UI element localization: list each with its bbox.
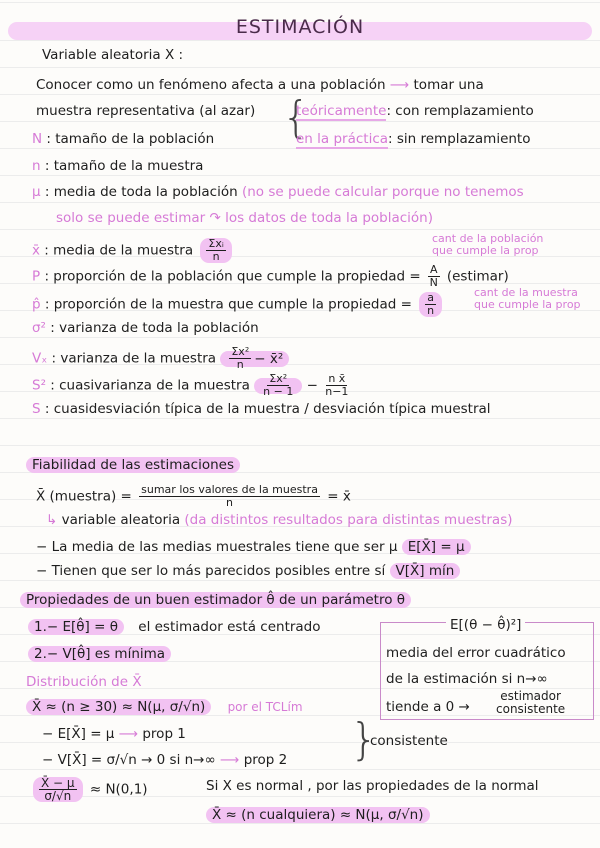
reemplazo-teorico [296,102,534,120]
formula-vx-frac [229,346,251,371]
dist-line-3 [42,751,287,769]
brace-icon: { [282,92,310,143]
xbar-lhs: X̄ (muestra) = [36,488,132,505]
teoricamente-label: teóricamente [296,103,387,119]
intro-line-1 [36,76,484,94]
intro-line-2: muestra representativa (al azar) [36,103,256,119]
symbol-xbar: x̄ [32,242,40,259]
dist-3-formula: − V[X̄] = σ/√n → 0 si n→∞ [42,752,216,768]
standardized [30,777,148,802]
symbol-mu: μ [32,184,41,200]
prop-2-formula: 2.− V[θ̂] es mínima [28,646,171,662]
symbol-phat: p̂ [32,296,41,313]
desc-xbar: : media de la muestra [44,242,194,259]
z-frac [33,777,83,802]
prop-2 [28,645,171,663]
dist-4-formula: X̄ ≈ (n cualquiera) ≈ N(μ, σ/√n) [206,807,430,823]
formula-vx [220,345,289,371]
consistente-label: consistente [370,733,448,749]
dist-3-prop: prop 2 [243,752,288,768]
def-sigma [32,319,259,337]
dist-2-prop: prop 1 [142,726,186,742]
section-heading-fiabilidad [26,456,240,474]
def-mu-note-2 [56,209,433,227]
va-line [46,511,513,529]
section-heading-distribucion: Distribución de X̄ [26,674,142,690]
mse-box-line-2: de la estimación si n→∞ [386,671,548,687]
mse-box-consistente [496,690,565,716]
formula-s2 [254,372,302,398]
symbol-sigma: σ² [32,320,46,336]
symbol-s2: S² [32,377,46,394]
def-vx [32,346,289,371]
z-num: X̄ − μ [41,776,75,790]
en-practica-label: en la práctica [296,131,389,147]
arrow-right-icon: ⟶ [118,726,143,742]
section-heading-propiedades [20,591,411,609]
prop-1-formula: 1.− E[θ̂] = θ [28,619,124,635]
bullet-1 [36,538,471,556]
formula-phat-den: n [427,304,435,317]
intro-text-1b: tomar una [413,77,484,93]
def-P [32,264,509,289]
normal-note: Si X es normal , por las propiedades de la normal [206,778,539,794]
note-phat-2: que cumple la prop [474,298,581,311]
xbar-frac-num: sumar los valores de la muestra [141,483,318,496]
mse-box-title: E[(θ − θ̂)²] [446,616,525,634]
formula-xbar-num: Σxᵢ [208,237,224,250]
intro-text-1: Conocer como un fenómeno afecta a una población [36,77,386,93]
note-mu-1: (no se puede calcular porque no tenemos [241,184,524,200]
formula-s2-den: n − 1 [263,385,294,398]
formula-vx-tail: − x̄² [254,350,284,367]
con-reemplazo: : con remplazamiento [386,103,534,119]
section-heading-variable: Variable aleatoria X : [42,47,184,63]
arrow-right-icon: ⟶ [389,77,414,93]
brace-close-icon: } [350,714,378,765]
va-note: (da distintos resultados para distintas muestras) [184,512,513,528]
desc-phat: : proporción de la muestra que cumple la propiedad = [44,296,412,313]
desc-s: : cuasidesviación típica de la muestra [44,401,300,417]
formula-P-den: N [429,276,438,289]
note-phat-1: cant de la muestra [474,286,578,299]
formula-s2-frac1 [263,373,293,398]
propiedades-heading-text: Propiedades de un buen estimador θ̂ de un parámetro θ [20,592,411,608]
formula-vx-num: Σx² [231,345,250,358]
xbar-definition [36,484,351,509]
mse-box-line-1: media del error cuadrático [386,645,566,661]
note-P-top-1: cant de la población [432,232,544,245]
desc-n: : tamaño de la muestra [44,158,204,174]
symbol-P: P [32,268,41,285]
symbol-vx: Vₓ [32,350,48,367]
formula-s2-den2: n−1 [325,385,349,398]
formula-P-num: A [430,263,438,276]
def-xbar [32,238,235,263]
mse-box-line-3: tiende a 0 → [386,699,470,715]
def-n [32,157,203,175]
symbol-N: N [32,131,43,147]
def-N [32,130,214,148]
dist-line-4 [206,806,430,824]
xbar-frac [139,484,320,509]
desc-vx: : varianza de la muestra [51,350,217,367]
sin-reemplazo: : sin remplazamiento [388,131,531,147]
dist-1-note: por el TCLím [227,700,303,714]
prop-1 [28,618,321,636]
bullet-1-formula: E[X̄] = μ [402,539,471,555]
dist-1-formula: X̄ ≈ (n ≥ 30) ≈ N(μ, σ/√n) [26,699,211,715]
bullet-2-formula: V[X̄] mín [390,563,461,579]
formula-s2-num: Σx² [269,372,288,385]
symbol-s: S [32,401,41,417]
bullet-2-text: − Tienen que ser lo más parecidos posibles entre sí [36,563,386,579]
note-P-top-2: que cumple la prop [432,244,539,257]
note-P-top [432,233,543,257]
note-phat [474,287,581,311]
xbar-frac-den: n [226,496,234,509]
def-phat [32,292,445,317]
desc-P: : proporción de la población que cumple la propiedad = [44,268,421,285]
formula-vx-den: n [236,358,244,371]
mse-box-consistente-word: consistente [496,702,566,716]
xbar-rhs: = x̄ [327,488,351,505]
def-s [32,400,491,418]
def-mu [32,183,524,201]
formula-s2-num2: n x̄ [328,372,346,385]
note-mu-2b: los datos de toda la población) [225,210,433,226]
reemplazo-practica [296,130,530,148]
desc-s-alt: / desviación típica muestral [304,401,491,417]
va-label: variable aleatoria [61,512,181,528]
symbol-n: n [32,158,41,174]
formula-xbar-den: n [212,250,220,263]
z-den: σ/√n [44,789,72,803]
bullet-2 [36,562,460,580]
formula-s2-frac2 [325,373,348,398]
desc-mu: : media de toda la población [44,184,238,200]
curved-arrow-icon: ↷ [209,210,226,226]
dist-2-formula: − E[X̄] = μ [42,726,115,742]
prop-1-text: el estimador está centrado [138,619,321,635]
desc-sigma: : varianza de toda la población [50,320,259,336]
formula-P [428,264,440,289]
formula-s2-minus: − [306,377,318,394]
def-s2 [32,373,351,398]
dist-line-2 [42,725,186,743]
formula-phat [419,292,442,317]
formula-xbar [200,238,231,263]
formula-phat-num: a [427,291,434,304]
bullet-1-text: − La media de las medias muestrales tiene que ser μ [36,539,398,555]
note-P: (estimar) [446,268,509,285]
hook-arrow-icon: ↳ [46,512,62,528]
desc-N: : tamaño de la población [46,131,215,147]
dist-line-1 [26,698,303,716]
z-rhs: ≈ N(0,1) [89,781,148,798]
mse-box-estimador: estimador [500,689,561,703]
desc-s2: : cuasivarianza de la muestra [50,377,250,394]
page-title: ESTIMACIÓN [235,16,365,38]
note-mu-2a: solo se puede estimar [56,210,206,226]
arrow-right-icon: ⟶ [220,752,244,768]
fiabilidad-heading-text: Fiabilidad de las estimaciones [26,457,240,473]
